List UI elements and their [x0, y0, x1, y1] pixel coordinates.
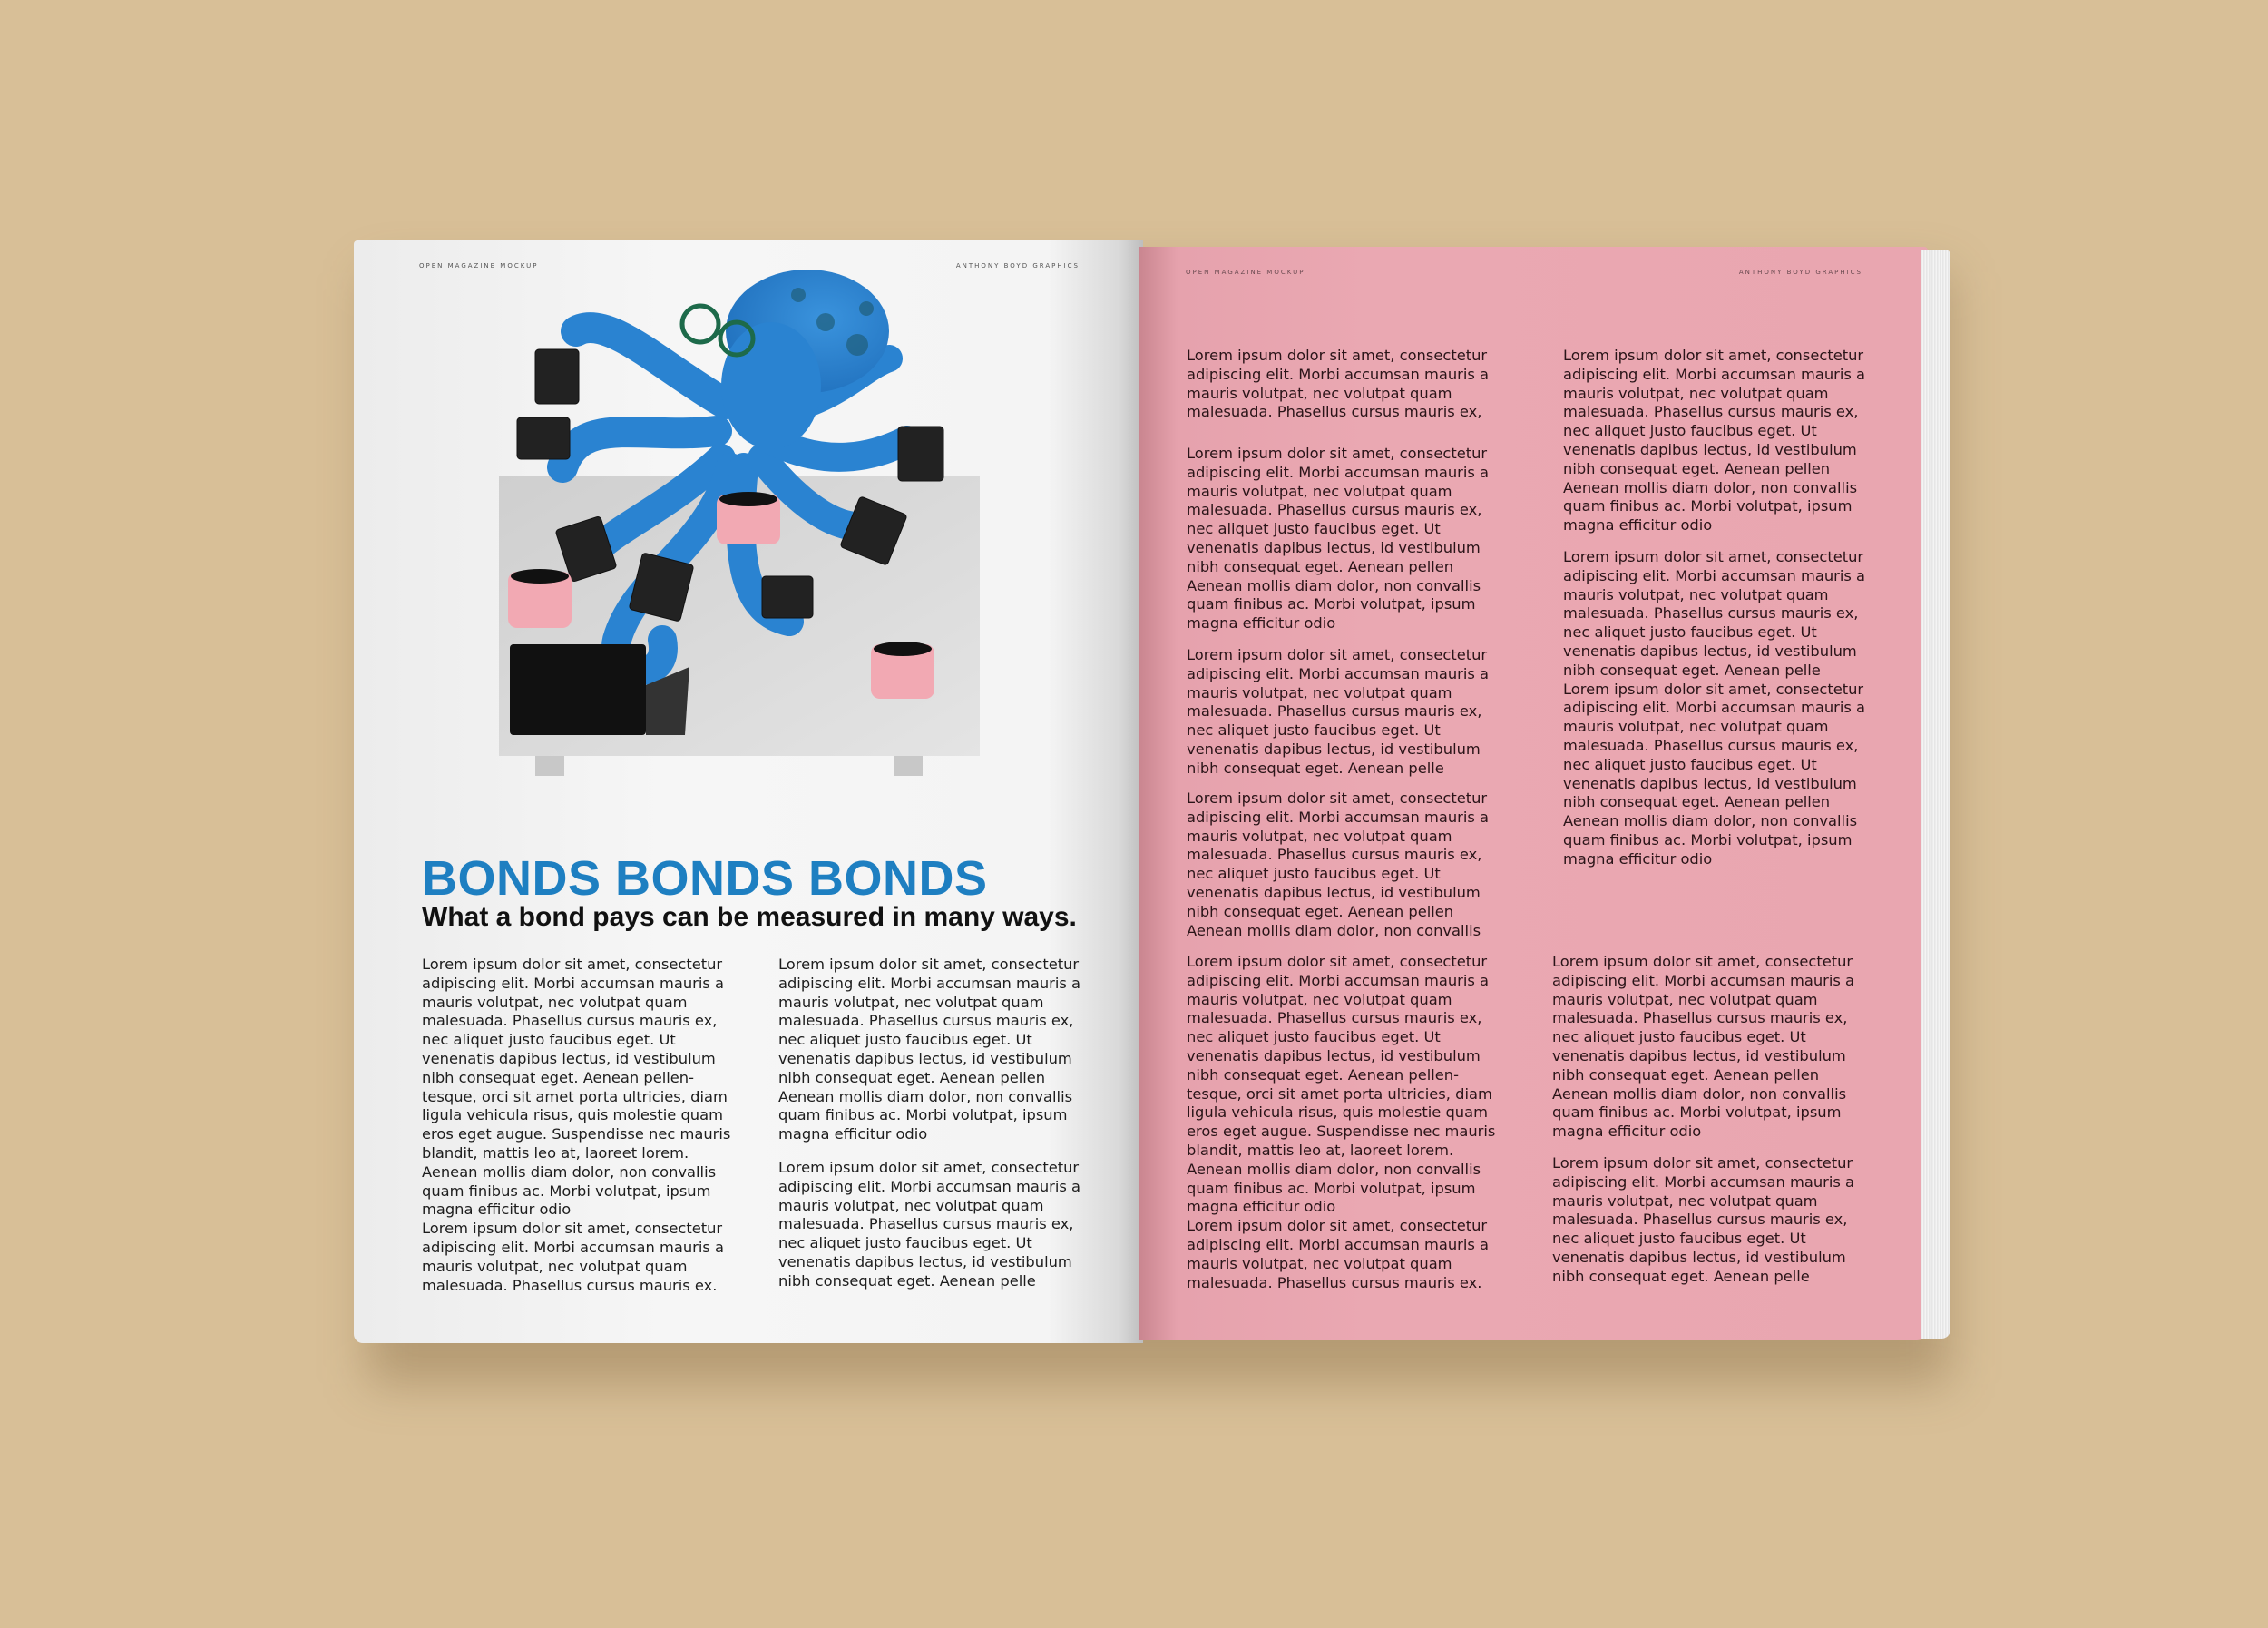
right-col1-paragraph: Lorem ipsum dolor sit amet, consectetur adipiscing elit. Morbi accumsan mauris a mauris volutpat, nec volutpat quam malesuada. Phasellus cursus mauris ex, nec aliquet justo faucibus eget. Ut venenatis dapibus lectus, id vestibulum nibh consequat eget. Aenean pellen Aenean mollis diam dolor, non convallis quam finibus ac. Morbi volutpat, ipsum magna efficitur odio: [1187, 445, 1490, 633]
running-head-left: OPEN MAGAZINE MOCKUP: [1186, 269, 1305, 276]
running-head-right: ANTHONY BOYD GRAPHICS: [1738, 269, 1862, 276]
right-col1-paragraph: Lorem ipsum dolor sit amet, consectetur adipiscing elit. Morbi accumsan mauris a mauris volutpat, nec volutpat quam malesuada. Phasellus cursus mauris ex, nec aliquet justo faucibus eget. Ut venenatis dapibus lectus, id vestibulum nibh consequat eget. Aenean pellen- tesque, orci sit amet porta ultricies, diam ligula vehicula risus, quis molestie quam eros eget augue. Suspendisse nec mauris blandit, mattis leo at, laoreet lorem. Aenean mollis diam dolor, non convallis quam finibus ac. Morbi volutpat, ipsum magna efficitur odio Lorem ipsum dolor sit amet, consectetur adipiscing elit. Morbi accumsan mauris a mauris volutpat, nec volutpat quam malesuada. Phasellus cursus mauris ex.: [1187, 953, 1496, 1291]
right-col1-paragraph: Lorem ipsum dolor sit amet, consectetur adipiscing elit. Morbi accumsan mauris a mauris volutpat, nec volutpat quam malesuada. Phasellus cursus mauris ex,: [1187, 347, 1490, 421]
octopus-illustration: [499, 259, 980, 839]
right-col1-paragraph: Lorem ipsum dolor sit amet, consectetur adipiscing elit. Morbi accumsan mauris a mauris volutpat, nec volutpat quam malesuada. Phasellus cursus mauris ex, nec aliquet justo faucibus eget. Ut venenatis dapibus lectus, id vestibulum nibh consequat eget. Aenean pelle: [1187, 646, 1490, 777]
left-col2-paragraph: Lorem ipsum dolor sit amet, consectetur adipiscing elit. Morbi accumsan mauris a mauris volutpat, nec volutpat quam malesuada. Phasellus cursus mauris ex, nec aliquet justo faucibus eget. Ut venenatis dapibus lectus, id vestibulum nibh consequat eget. Aenean pellen Aenean mollis diam dolor, non convallis quam finibus ac. Morbi volutpat, ipsum magna efficitur odio: [778, 956, 1081, 1143]
page-stack-edge: [1921, 250, 1950, 1339]
right-col1-paragraph: Lorem ipsum dolor sit amet, consectetur adipiscing elit. Morbi accumsan mauris a mauris volutpat, nec volutpat quam malesuada. Phasellus cursus mauris ex, nec aliquet justo faucibus eget. Ut venenatis dapibus lectus, id vestibulum nibh consequat eget. Aenean pellen Aenean mollis diam dolor, non convallis: [1187, 789, 1490, 939]
subheadline: What a bond pays can be measured in many ways.: [422, 902, 1077, 932]
running-head-left: OPEN MAGAZINE MOCKUP: [419, 262, 539, 270]
left-col1-paragraph: Lorem ipsum dolor sit amet, consectetur adipiscing elit. Morbi accumsan mauris a mauris volutpat, nec volutpat quam malesuada. Phasellus cursus mauris ex, nec aliquet justo faucibus eget. Ut venenatis dapibus lectus, id vestibulum nibh consequat eget. Aenean pellen- tesque, orci sit amet porta ultricies, diam ligula vehicula risus, quis molestie quam eros eget augue. Suspendisse nec mauris blandit, mattis leo at, laoreet lorem. Aenean mollis diam dolor, non convallis quam finibus ac. Morbi volutpat, ipsum magna efficitur odio Lorem ipsum dolor sit amet, consectetur adipiscing elit. Morbi accumsan mauris a mauris volutpat, nec volutpat quam malesuada. Phasellus cursus mauris ex.: [422, 956, 731, 1294]
right-col2-paragraph: Lorem ipsum dolor sit amet, consectetur adipiscing elit. Morbi accumsan mauris a mauris volutpat, nec volutpat quam malesuada. Phasellus cursus mauris ex, nec aliquet justo faucibus eget. Ut venenatis dapibus lectus, id vestibulum nibh consequat eget. Aenean pelle: [1552, 1154, 1855, 1285]
right-page: [1139, 247, 1928, 1340]
left-col2-paragraph: Lorem ipsum dolor sit amet, consectetur adipiscing elit. Morbi accumsan mauris a mauris volutpat, nec volutpat quam malesuada. Phasellus cursus mauris ex, nec aliquet justo faucibus eget. Ut venenatis dapibus lectus, id vestibulum nibh consequat eget. Aenean pelle: [778, 1159, 1081, 1290]
headline: BONDS BONDS BONDS: [422, 851, 988, 906]
right-col2-paragraph: Lorem ipsum dolor sit amet, consectetur adipiscing elit. Morbi accumsan mauris a mauris volutpat, nec volutpat quam malesuada. Phasellus cursus mauris ex, nec aliquet justo faucibus eget. Ut venenatis dapibus lectus, id vestibulum nibh consequat eget. Aenean pellen Aenean mollis diam dolor, non convallis quam finibus ac. Morbi volutpat, ipsum magna efficitur odio: [1552, 953, 1855, 1141]
left-page: [354, 240, 1143, 1343]
right-col2-paragraph: Lorem ipsum dolor sit amet, consectetur adipiscing elit. Morbi accumsan mauris a mauris volutpat, nec volutpat quam malesuada. Phasellus cursus mauris ex, nec aliquet justo faucibus eget. Ut venenatis dapibus lectus, id vestibulum nibh consequat eget. Aenean pelle Lorem ipsum dolor sit amet, consectetur adipiscing elit. Morbi accumsan mauris a mauris volutpat, nec volutpat quam malesuada. Phasellus cursus mauris ex, nec aliquet justo faucibus eget. Ut venenatis dapibus lectus, id vestibulum nibh consequat eget. Aenean pellen Aenean mollis diam dolor, non convallis quam finibus ac. Morbi volutpat, ipsum magna efficitur odio: [1563, 548, 1866, 868]
right-col2-paragraph: Lorem ipsum dolor sit amet, consectetur adipiscing elit. Morbi accumsan mauris a mauris volutpat, nec volutpat quam malesuada. Phasellus cursus mauris ex, nec aliquet justo faucibus eget. Ut venenatis dapibus lectus, id vestibulum nibh consequat eget. Aenean pellen Aenean mollis diam dolor, non convallis quam finibus ac. Morbi volutpat, ipsum magna efficitur odio: [1563, 347, 1866, 534]
running-head-right: ANTHONY BOYD GRAPHICS: [955, 262, 1080, 270]
